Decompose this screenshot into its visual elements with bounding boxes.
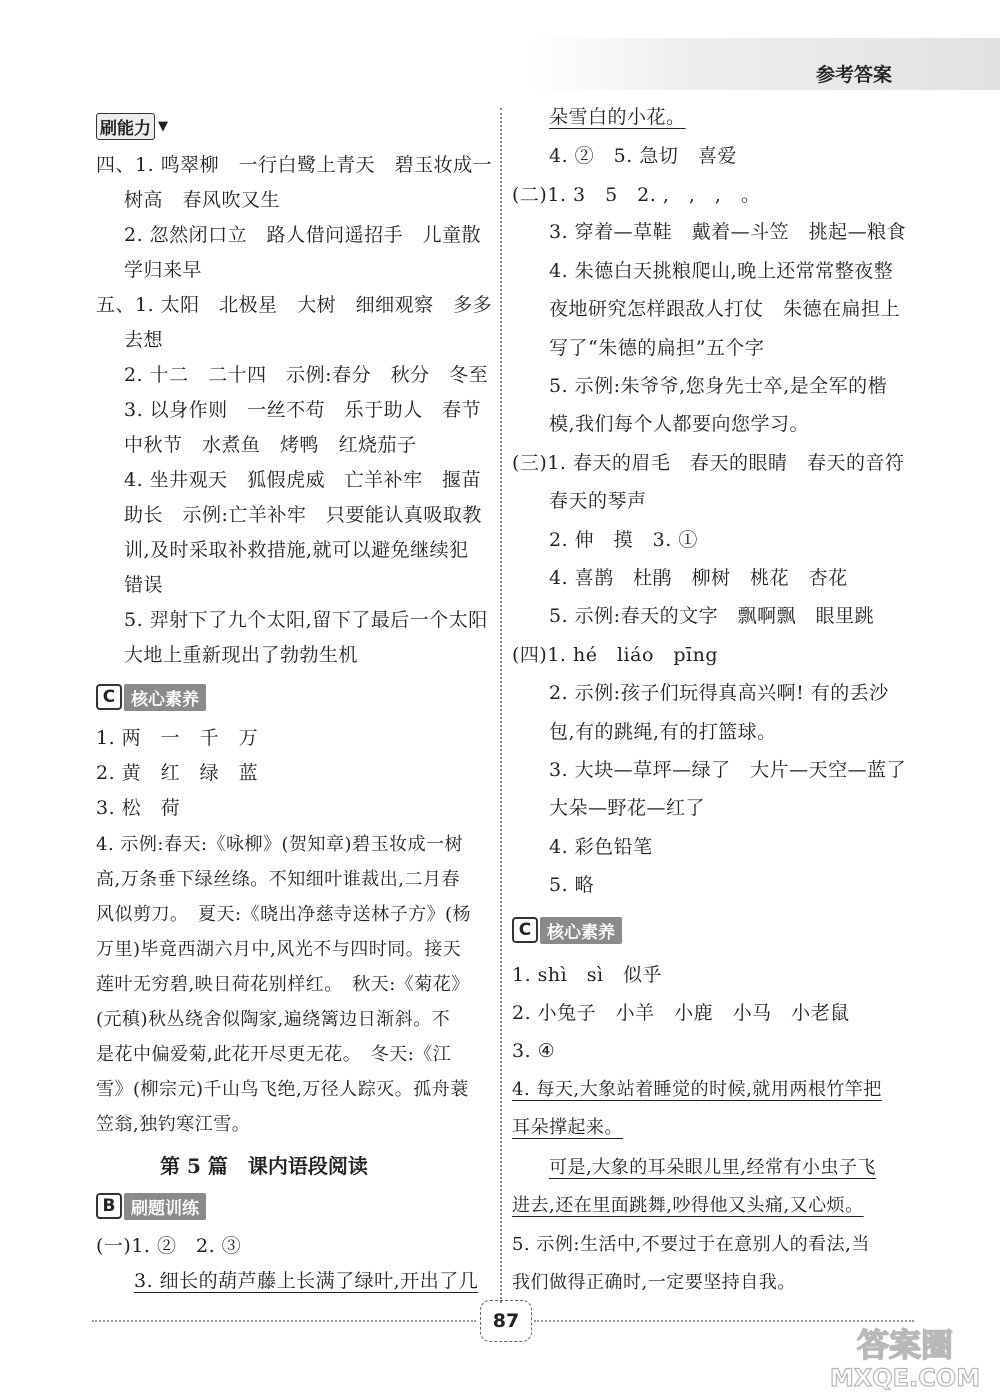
core-literacy-badge — [512, 917, 622, 943]
answer-line: 2. 伸 摸 3. ① — [549, 529, 698, 551]
answer-line: (四)1. hé liáo pīng — [512, 644, 719, 666]
answer-line: (二)1. 3 5 2. , , , 。 — [512, 184, 761, 206]
answer-line: 2. 十二 二十四 示例:春分 秋分 冬至 — [124, 364, 489, 386]
badge-letter: B — [96, 1193, 122, 1219]
answer-line: 包,有的跳绳,有的打篮球。 — [549, 721, 777, 743]
badge-letter: C — [512, 917, 538, 943]
answer-line: 3. 以身作则 一丝不苟 乐于助人 春节 — [124, 399, 482, 421]
answer-line: 笠翁,独钓寒江雪。 — [96, 1114, 251, 1135]
answer-line: 中秋节 水煮鱼 烤鸭 红烧茄子 — [124, 434, 417, 456]
badge-name: 核心素养 — [124, 684, 206, 711]
answer-line: 2. 小兔子 小羊 小鹿 小马 小老鼠 — [512, 1002, 850, 1024]
answer-line: 3. ④ — [512, 1040, 556, 1062]
answer-line: 模,我们每个人都要向您学习。 — [549, 413, 810, 435]
answer-line: 万里)毕竟西湖六月中,风光不与四时同。接天 — [96, 939, 462, 960]
answer-line: 4. 喜鹊 杜鹃 柳树 桃花 杏花 — [549, 567, 848, 589]
answer-line: 是花中偏爱菊,此花开尽更无花。 冬天:《江 — [96, 1044, 452, 1065]
answer-line: (元稹)秋丛绕舍似陶家,遍绕篱边日渐斜。不 — [96, 1009, 451, 1030]
watermark-title: 答案圈 — [856, 1326, 954, 1364]
page-number: 87 — [480, 1300, 532, 1342]
watermark-logo — [820, 1322, 990, 1392]
answer-line: 5. 示例:春天的文字 飘啊飘 眼里跳 — [549, 605, 875, 627]
answer-line: 4. 朱德白天挑粮爬山,晚上还常常整夜整 — [549, 260, 894, 282]
answer-line: 树高 春风吹又生 — [124, 189, 281, 211]
answer-line: 2. 示例:孩子们玩得真高兴啊! 有的丢沙 — [549, 682, 889, 704]
answer-line: 莲叶无穷碧,映日荷花别样红。 秋天:《菊花》 — [96, 974, 470, 995]
answer-line: 2. 黄 红 绿 蓝 — [96, 762, 259, 784]
answer-line: 4. 每天,大象站着睡觉的时候,就用两根竹竿把 — [512, 1079, 882, 1100]
answer-line: 耳朵撑起来。 — [512, 1117, 623, 1138]
badge-name: 核心素养 — [540, 917, 622, 944]
answer-line: 5. 示例:朱爷爷,您身先士卒,是全军的楷 — [549, 375, 888, 397]
footer-rule-left — [92, 1320, 476, 1322]
answer-line: 2. 忽然闭口立 路人借问遥招手 儿童散 — [124, 224, 482, 246]
answer-line: 5. 略 — [549, 874, 595, 896]
answer-line: (三)1. 春天的眉毛 春天的眼睛 春天的音符 — [512, 452, 905, 474]
answer-line: (一)1. ② 2. ③ — [96, 1235, 242, 1257]
answer-line: 3. 穿着—草鞋 戴着—斗笠 挑起—粮食 — [549, 221, 907, 243]
badge-name: 刷题训练 — [124, 1193, 206, 1220]
answer-line: 5. 示例:生活中,不要过于在意别人的看法,当 — [512, 1234, 870, 1255]
answer-line: 风似剪刀。 夏天:《晓出净慈寺送林子方》(杨 — [96, 904, 472, 925]
answer-line: 4. 坐井观天 狐假虎威 亡羊补牢 揠苗 — [124, 469, 482, 491]
answer-line: 大朵—野花—红了 — [549, 797, 706, 819]
triangle-down-icon: ▼ — [158, 119, 168, 134]
practice-badge — [96, 1193, 206, 1219]
badge-letter: C — [96, 684, 122, 710]
badge-neng-li — [96, 113, 168, 140]
watermark-url: MXQE.COM — [829, 1364, 981, 1392]
answer-line: 春天的琴声 — [549, 490, 647, 512]
answer-line: 去想 — [124, 329, 164, 351]
answer-line: 1. shì sì 似乎 — [512, 964, 663, 986]
answer-line: 写了“朱德的扁担”五个字 — [549, 337, 765, 359]
answer-line: 错误 — [124, 574, 164, 596]
header-band — [530, 38, 1000, 90]
answer-line: 学归来早 — [124, 259, 203, 281]
answer-line: 助长 示例:亡羊补牢 只要能认真吸取教 — [124, 504, 482, 526]
answer-line: 3. 松 荷 — [96, 797, 181, 819]
answer-line: 五、1. 太阳 北极星 大树 细细观察 多多 — [96, 294, 493, 316]
answer-line: 四、1. 鸣翠柳 一行白鹭上青天 碧玉妆成一 — [96, 154, 493, 176]
answer-line: 雪》(柳宗元)千山鸟飞绝,万径人踪灭。孤舟蓑 — [96, 1079, 469, 1100]
answer-line: 训,及时采取补救措施,就可以避免继续犯 — [124, 539, 469, 561]
answer-line: 高,万条垂下绿丝绦。不知细叶谁裁出,二月春 — [96, 869, 460, 890]
answer-line: 3. 细长的葫芦藤上长满了绿叶,开出了几 — [134, 1270, 479, 1292]
answer-line: 4. 示例:春天:《咏柳》(贺知章)碧玉妆成一树 — [96, 834, 464, 855]
answer-line: 我们做得正确时,一定要坚持自我。 — [512, 1272, 796, 1293]
column-divider — [500, 108, 502, 1303]
header-title: 参考答案 — [816, 64, 893, 86]
answer-line: 4. ② 5. 急切 喜爱 — [549, 145, 737, 167]
core-literacy-badge — [96, 684, 206, 710]
answer-line: 3. 大块—草坪—绿了 大片—天空—蓝了 — [549, 759, 907, 781]
answer-line: 夜地研究怎样跟敌人打仗 朱德在扁担上 — [549, 298, 901, 320]
answer-line: 进去,还在里面跳舞,吵得他又头痛,又心烦。 — [512, 1195, 864, 1216]
answer-line: 5. 羿射下了九个太阳,留下了最后一个太阳 — [124, 609, 488, 631]
answer-line: 可是,大象的耳朵眼儿里,经常有小虫子飞 — [549, 1157, 876, 1178]
answer-line: 大地上重新现出了勃勃生机 — [124, 644, 359, 666]
answer-line: 朵雪白的小花。 — [549, 106, 686, 128]
chapter-title: 第 5 篇 课内语段阅读 — [160, 1154, 368, 1178]
answer-line: 1. 两 一 千 万 — [96, 727, 259, 749]
answer-line: 4. 彩色铅笔 — [549, 836, 653, 858]
badge-neng-label: 刷能力 — [96, 113, 155, 140]
